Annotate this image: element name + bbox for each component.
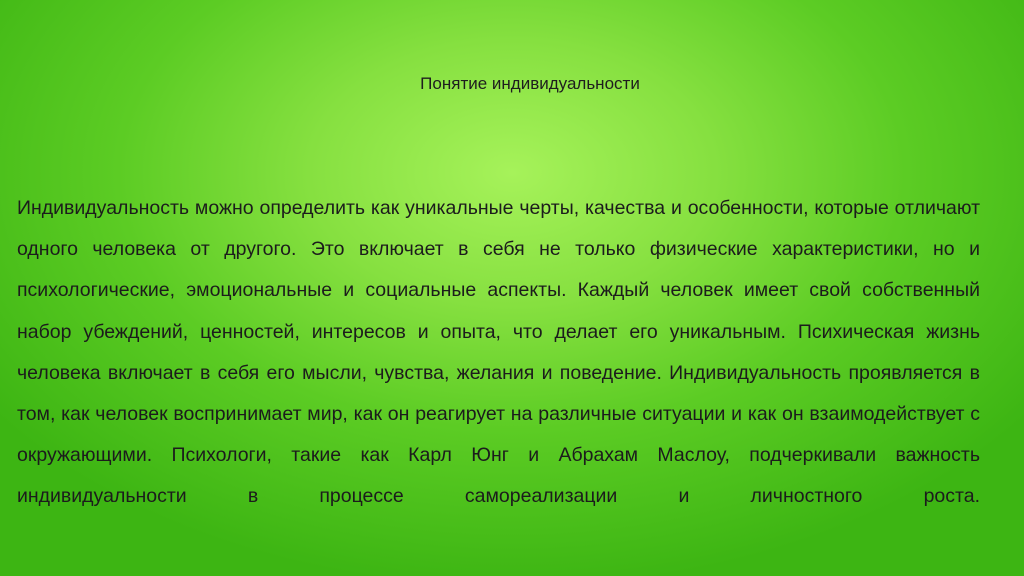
slide-title: Понятие индивидуальности bbox=[420, 74, 640, 93]
slide-body-paragraph: Индивидуальность можно определить как уникальные черты, качества и особенности, которые отличают одного человека от другого. Это включает в себя не только физические характеристики, но и психологические, эмоциональные и социальные аспекты. Каждый человек имеет свой собственный набор убеждений, ценностей, интересов и опыта, что делает его уникальным. Психическая жизнь человека включает в себя его мысли, чувства, желания и поведение. Индивидуальность проявляется в том, как человек воспринимает мир, как он реагирует на различные ситуации и как он взаимодействует с окружающими. Психологи, такие как Карл Юнг и Абрахам Маслоу, подчеркивали важность индивидуальности в процессе самореализации и личностного роста. bbox=[17, 197, 980, 508]
